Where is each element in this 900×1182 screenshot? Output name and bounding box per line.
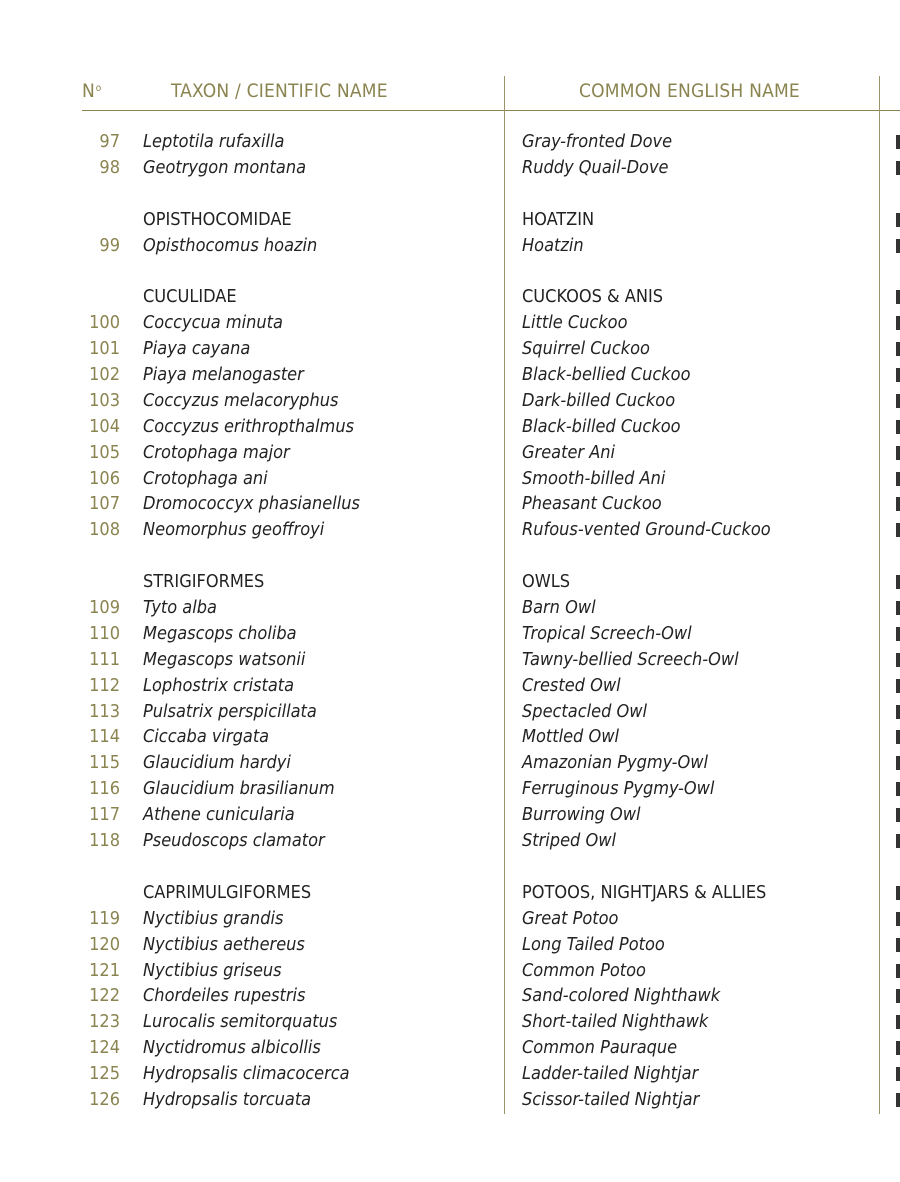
common-name: Great Potoo	[522, 907, 619, 929]
species-number: 124	[89, 1037, 120, 1059]
species-row	[0, 517, 900, 543]
species-number: 121	[89, 959, 120, 981]
spacer-row	[0, 258, 900, 284]
cropped-next-column-glyph	[896, 161, 900, 175]
species-number: 117	[89, 804, 120, 826]
species-number: 125	[89, 1063, 120, 1085]
scientific-name: Piaya cayana	[143, 338, 251, 360]
species-number: 108	[89, 519, 120, 541]
common-name: Common Potoo	[522, 959, 646, 981]
cropped-next-column-glyph	[896, 1015, 900, 1029]
species-number: 110	[89, 622, 120, 644]
cropped-next-column-glyph	[896, 575, 900, 589]
family-common-name: CUCKOOS & ANIS	[522, 286, 664, 308]
common-name: Barn Owl	[522, 597, 596, 619]
scientific-name: Opisthocomus hoazin	[143, 234, 318, 256]
common-name: Scissor-tailed Nightjar	[522, 1088, 700, 1110]
common-name-column-header: COMMON ENGLISH NAME	[579, 80, 800, 102]
cropped-next-column-glyph	[896, 756, 900, 770]
species-row	[0, 155, 900, 181]
number-column-header: $N^o$	[82, 80, 102, 102]
scientific-name: Athene cunicularia	[143, 804, 295, 826]
species-number: 123	[89, 1011, 120, 1033]
spacer-row	[0, 181, 900, 207]
family-name: CAPRIMULGIFORMES	[143, 881, 312, 903]
species-row	[0, 724, 900, 750]
taxon-column-header: TAXON / CIENTIFIC NAME	[171, 80, 388, 102]
species-row	[0, 983, 900, 1009]
scientific-name: Glaucidium hardyi	[143, 752, 291, 774]
common-name: Crested Owl	[522, 674, 621, 696]
scientific-name: Nyctibius griseus	[143, 959, 282, 981]
species-number: 120	[89, 933, 120, 955]
family-name: CUCULIDAE	[143, 286, 237, 308]
species-number: 126	[89, 1088, 120, 1110]
species-number: 102	[89, 364, 120, 386]
scientific-name: Coccyzus melacoryphus	[143, 389, 339, 411]
species-number: 99	[99, 234, 120, 256]
header-divider	[82, 110, 900, 111]
species-row	[0, 414, 900, 440]
cropped-next-column-glyph	[896, 497, 900, 511]
scientific-name: Ciccaba virgata	[143, 726, 270, 748]
species-row	[0, 233, 900, 259]
common-name: Squirrel Cuckoo	[522, 338, 650, 360]
species-number: 114	[89, 726, 120, 748]
common-name: Tawny-bellied Screech-Owl	[522, 648, 739, 670]
species-row	[0, 336, 900, 362]
cropped-next-column-glyph	[896, 1041, 900, 1055]
cropped-next-column-glyph	[896, 342, 900, 356]
species-row	[0, 1061, 900, 1087]
species-row	[0, 1035, 900, 1061]
common-name: Black-bellied Cuckoo	[522, 364, 691, 386]
scientific-name: Glaucidium brasilianum	[143, 778, 335, 800]
species-row	[0, 958, 900, 984]
common-name: Tropical Screech-Owl	[522, 622, 692, 644]
cropped-next-column-glyph	[896, 938, 900, 952]
cropped-next-column-glyph	[896, 964, 900, 978]
species-number: 119	[89, 907, 120, 929]
species-number: 116	[89, 778, 120, 800]
common-name: Rufous-vented Ground-Cuckoo	[522, 519, 771, 541]
species-number: 106	[89, 467, 120, 489]
species-number: 98	[99, 156, 120, 178]
species-row	[0, 388, 900, 414]
scientific-name: Crotophaga major	[143, 441, 290, 463]
family-row	[0, 880, 900, 906]
scientific-name: Piaya melanogaster	[143, 364, 304, 386]
species-row	[0, 776, 900, 802]
species-number: 112	[89, 674, 120, 696]
species-number: 97	[99, 131, 120, 152]
cropped-next-column-glyph	[896, 472, 900, 486]
scientific-name: Hydropsalis torcuata	[143, 1088, 312, 1110]
cropped-next-column-glyph	[896, 446, 900, 460]
common-name: Short-tailed Nighthawk	[522, 1011, 709, 1033]
scientific-name: Dromococcyx phasianellus	[143, 493, 360, 515]
common-name: Gray-fronted Dove	[522, 131, 673, 152]
family-row	[0, 284, 900, 310]
family-common-name: OWLS	[522, 571, 571, 593]
species-row	[0, 828, 900, 854]
species-row	[0, 699, 900, 725]
species-number: 105	[89, 441, 120, 463]
scientific-name: Chordeiles rupestris	[143, 985, 306, 1007]
family-name: OPISTHOCOMIDAE	[143, 208, 292, 230]
species-number: 122	[89, 985, 120, 1007]
common-name: Long Tailed Potoo	[522, 933, 665, 955]
species-row	[0, 1009, 900, 1035]
common-name: Amazonian Pygmy-Owl	[522, 752, 708, 774]
common-name: Little Cuckoo	[522, 312, 628, 334]
cropped-next-column-glyph	[896, 627, 900, 641]
species-row	[0, 362, 900, 388]
scientific-name: Nyctibius grandis	[143, 907, 284, 929]
scientific-name: Neomorphus geoffroyi	[143, 519, 325, 541]
species-number: 115	[89, 752, 120, 774]
common-name: Burrowing Owl	[522, 804, 641, 826]
species-number: 107	[89, 493, 120, 515]
cropped-next-column-glyph	[896, 989, 900, 1003]
cropped-next-column-glyph	[896, 653, 900, 667]
cropped-next-column-glyph	[896, 135, 900, 149]
family-common-name: POTOOS, NIGHTJARS & ALLIES	[522, 881, 767, 903]
cropped-next-column-glyph	[896, 1093, 900, 1107]
species-list	[0, 129, 900, 1113]
cropped-next-column-glyph	[896, 601, 900, 615]
scientific-name: Lophostrix cristata	[143, 674, 295, 696]
species-row	[0, 932, 900, 958]
species-row	[0, 595, 900, 621]
cropped-next-column-glyph	[896, 730, 900, 744]
species-row	[0, 1087, 900, 1113]
scientific-name: Nyctibius aethereus	[143, 933, 305, 955]
cropped-next-column-glyph	[896, 912, 900, 926]
scientific-name: Leptotila rufaxilla	[143, 131, 285, 152]
common-name: Pheasant Cuckoo	[522, 493, 662, 515]
species-row	[0, 129, 900, 155]
species-row	[0, 466, 900, 492]
family-common-name: HOATZIN	[522, 208, 595, 230]
common-name: Black-billed Cuckoo	[522, 415, 681, 437]
common-name: Sand-colored Nighthawk	[522, 985, 721, 1007]
species-number: 100	[89, 312, 120, 334]
species-row	[0, 750, 900, 776]
species-row	[0, 621, 900, 647]
species-number: 104	[89, 415, 120, 437]
table-header	[0, 78, 900, 108]
common-name: Striped Owl	[522, 830, 616, 852]
species-number: 111	[89, 648, 120, 670]
common-name: Ferruginous Pygmy-Owl	[522, 778, 715, 800]
species-row	[0, 491, 900, 517]
cropped-next-column-glyph	[896, 834, 900, 848]
cropped-next-column-glyph	[896, 782, 900, 796]
spacer-row	[0, 854, 900, 880]
species-number: 103	[89, 389, 120, 411]
cropped-next-column-glyph	[896, 290, 900, 304]
scientific-name: Coccycua minuta	[143, 312, 283, 334]
cropped-next-column-glyph	[896, 705, 900, 719]
species-row	[0, 673, 900, 699]
scientific-name: Tyto alba	[143, 597, 217, 619]
species-row	[0, 906, 900, 932]
family-name: STRIGIFORMES	[143, 571, 265, 593]
common-name: Common Pauraque	[522, 1037, 678, 1059]
species-number: 113	[89, 700, 120, 722]
species-row	[0, 802, 900, 828]
common-name: Mottled Owl	[522, 726, 619, 748]
scientific-name: Hydropsalis climacocerca	[143, 1063, 350, 1085]
cropped-next-column-glyph	[896, 808, 900, 822]
common-name: Ladder-tailed Nightjar	[522, 1063, 699, 1085]
common-name: Greater Ani	[522, 441, 616, 463]
scientific-name: Crotophaga ani	[143, 467, 268, 489]
scientific-name: Pseudoscops clamator	[143, 830, 325, 852]
species-row	[0, 647, 900, 673]
common-name: Spectacled Owl	[522, 700, 647, 722]
scientific-name: Coccyzus erithropthalmus	[143, 415, 355, 437]
cropped-next-column-glyph	[896, 368, 900, 382]
cropped-next-column-glyph	[896, 886, 900, 900]
family-row	[0, 207, 900, 233]
scientific-name: Nyctidromus albicollis	[143, 1037, 321, 1059]
cropped-next-column-glyph	[896, 213, 900, 227]
cropped-next-column-glyph	[896, 523, 900, 537]
cropped-next-column-glyph	[896, 394, 900, 408]
scientific-name: Geotrygon montana	[143, 156, 307, 178]
common-name: Ruddy Quail-Dove	[522, 156, 669, 178]
cropped-next-column-glyph	[896, 679, 900, 693]
scientific-name: Megascops watsonii	[143, 648, 306, 670]
species-row	[0, 440, 900, 466]
species-number: 109	[89, 597, 120, 619]
cropped-next-column-glyph	[896, 420, 900, 434]
cropped-next-column-glyph	[896, 316, 900, 330]
common-name: Dark-billed Cuckoo	[522, 389, 676, 411]
cropped-next-column-glyph	[896, 1067, 900, 1081]
family-row	[0, 569, 900, 595]
species-row	[0, 310, 900, 336]
scientific-name: Megascops choliba	[143, 622, 297, 644]
common-name: Smooth-billed Ani	[522, 467, 666, 489]
spacer-row	[0, 543, 900, 569]
species-number: 118	[89, 830, 120, 852]
scientific-name: Pulsatrix perspicillata	[143, 700, 317, 722]
cropped-next-column-glyph	[896, 239, 900, 253]
scientific-name: Lurocalis semitorquatus	[143, 1011, 338, 1033]
species-number: 101	[89, 338, 120, 360]
common-name: Hoatzin	[522, 234, 584, 256]
